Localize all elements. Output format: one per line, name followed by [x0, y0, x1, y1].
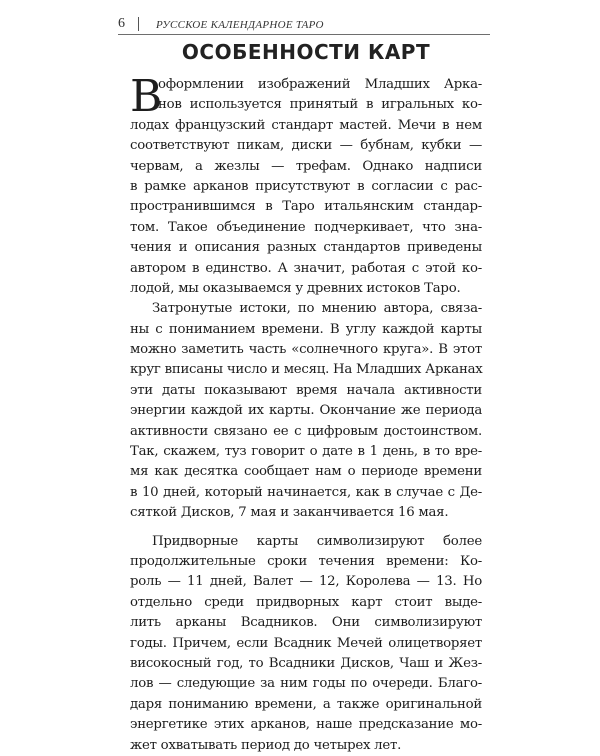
header-separator — [138, 17, 139, 31]
text-line: круг вписаны число и месяц. На Младших Арканах — [130, 362, 483, 378]
paragraph-gap — [130, 524, 482, 532]
text-line: соответствуют пикам, диски — бубнам, кубки — — [130, 138, 482, 154]
text-line: червам, а жезлы — трефам. Однако надписи — [130, 158, 482, 174]
paragraph-3 — [130, 532, 482, 756]
text-line: энергии каждой их карты. Окончание же периода — [130, 403, 482, 419]
text-line: Придворные карты символизируют более — [152, 533, 482, 549]
text-line: жет охватывать период до четырех лет. — [130, 737, 402, 753]
text-body — [130, 71, 483, 756]
text-line: ны с пониманием времени. В углу каждой карты — [130, 321, 482, 337]
page-number: 6 — [118, 16, 125, 31]
text-line: продолжительные сроки течения времени: Ко- — [130, 553, 482, 569]
text-line: лодах французский стандарт мастей. Мечи в нем — [130, 117, 482, 133]
text-line: лодой, мы оказываемся у древних истоков Таро. — [130, 280, 461, 296]
text-line: мя как десятка сообщает нам о периоде времени — [130, 464, 482, 480]
text-line: Так, скажем, туз говорит о дате в 1 день, в то вре- — [130, 444, 482, 460]
text-line: пространившимся в Таро итальянским стандар- — [130, 199, 482, 215]
text-line: лить арканы Всадников. Они символизируют — [130, 615, 482, 631]
text-line: годы. Причем, если Всадник Мечей олицетворяет — [130, 635, 482, 651]
text-line: отдельно среди придворных карт стоит выде- — [130, 594, 482, 610]
text-line: оформлении изображений Младших Арка- — [158, 77, 482, 92]
text-line: можно заметить часть «солнечного круга». В этот — [130, 342, 482, 358]
text-line: автором в единство. А значит, работая с этой ко- — [130, 260, 482, 276]
text-line: эти даты показывают время начала активности — [130, 382, 482, 398]
text-line: в 10 дней, который начинается, как в случае с Де- — [130, 484, 482, 500]
drop-cap: В — [130, 71, 163, 122]
text-line: Затронутые истоки, по мнению автора, связа- — [152, 301, 482, 317]
paragraph-2 — [130, 299, 482, 523]
text-line: том. Такое объединение подчеркивает, что зна- — [130, 219, 482, 235]
text-line: лов — следующие за ним годы по очереди. Благо- — [130, 676, 482, 692]
running-header — [118, 16, 490, 35]
text-line: чения и описания разных стандартов приведены — [130, 240, 482, 256]
text-line: энергетике этих арканов, наше предсказание мо- — [130, 717, 482, 733]
text-line: високосный год, то Всадники Дисков, Чаш и Жез- — [130, 655, 482, 671]
text-line: даря пониманию времени, а также оригинальной — [130, 696, 482, 712]
text-line: роль — 11 дней, Валет — 12, Королева — 13. Но — [130, 574, 482, 590]
paragraph-1 — [130, 71, 482, 299]
running-title: РУССКОЕ КАЛЕНДАРНОЕ ТАРО — [156, 19, 324, 31]
text-line: нов используется принятый в игральных ко- — [158, 97, 482, 113]
text-line: активности связано ее с цифровым достоинством. — [130, 423, 482, 439]
text-line: в рамке арканов присутствуют в согласии с рас- — [130, 178, 482, 194]
chapter-title: ОСОБЕННОСТИ КАРТ — [181, 40, 431, 64]
text-line: сяткой Дисков, 7 мая и заканчивается 16 мая. — [130, 505, 449, 521]
